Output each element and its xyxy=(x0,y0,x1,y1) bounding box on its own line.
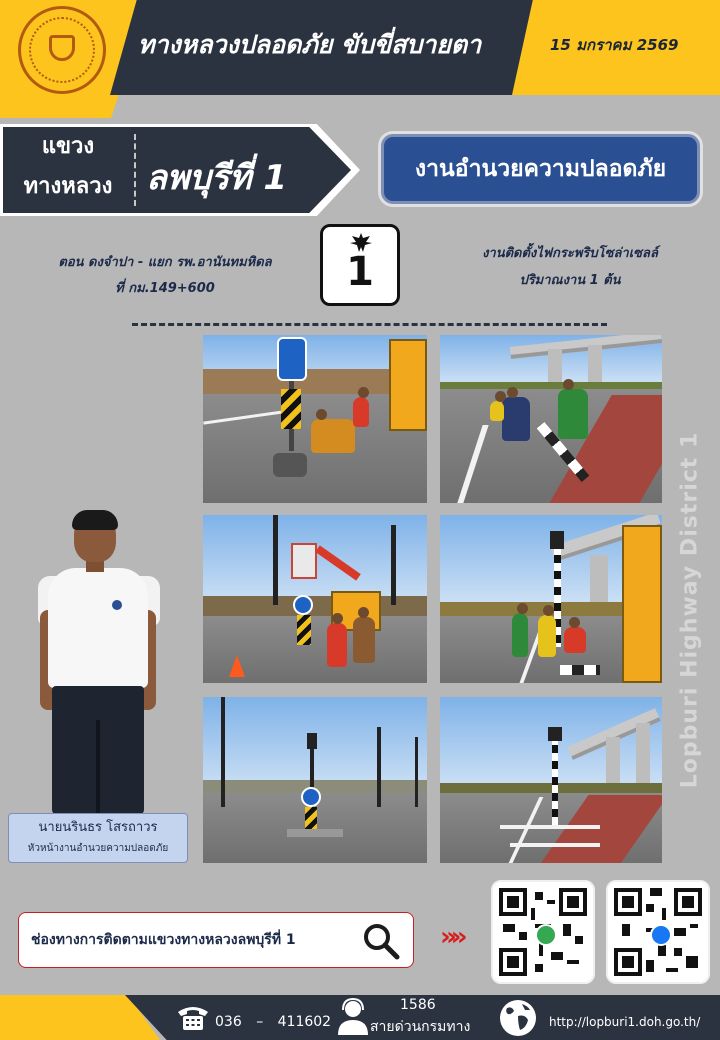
staff-nameplate xyxy=(8,813,188,863)
qr-code-facebook[interactable] xyxy=(606,880,710,984)
work-description-line1: งานติดตั้งไฟกระพริบโซล่าเซลล์ xyxy=(482,246,658,261)
work-photo-2 xyxy=(440,335,662,503)
hair xyxy=(72,510,118,530)
phone-main: 411602 xyxy=(277,1014,332,1030)
map-pin-icon xyxy=(535,924,557,946)
search-icon xyxy=(361,921,401,961)
phone-number xyxy=(215,1014,331,1030)
work-photo-5 xyxy=(203,697,427,863)
location-text xyxy=(30,250,300,302)
work-photo-4 xyxy=(440,515,662,683)
shirt xyxy=(48,568,148,688)
work-description-line2: ปริมาณงาน 1 ต้น xyxy=(519,273,621,288)
district-label-line2: ทางหลวง xyxy=(23,174,113,199)
follow-channels-text: ช่องทางการติดตามแขวงทางหลวงลพบุรีที่ 1 xyxy=(31,932,296,948)
route-number: 1 xyxy=(346,249,374,295)
qr-code-map[interactable] xyxy=(491,880,595,984)
department-logo xyxy=(18,6,106,94)
globe-icon xyxy=(498,998,538,1038)
website-link[interactable]: http://lopburi1.doh.go.th/ xyxy=(549,1015,701,1029)
phone-separator: – xyxy=(256,1014,264,1030)
phone-prefix: 036 xyxy=(215,1014,242,1030)
staff-photo xyxy=(38,510,162,815)
trouser-seam xyxy=(96,720,100,814)
hotline-label: สายด่วนกรมทาง xyxy=(370,1019,471,1035)
header-title: ทางหลวงปลอดภัย ขับขี่สบายตา xyxy=(138,30,482,59)
district-name: ลพบุรีที่ 1 xyxy=(146,158,287,198)
staff-name: นายนรินธร โสรถาวร xyxy=(38,820,158,835)
work-photo-1 xyxy=(203,335,427,503)
work-title-box xyxy=(381,134,700,204)
work-description xyxy=(430,240,710,294)
chevrons-right-icon: »» xyxy=(440,922,462,952)
district-label-line1: แขวง xyxy=(41,134,95,159)
shirt-logo-icon xyxy=(112,600,122,610)
header-date: 15 มกราคม 2569 xyxy=(550,36,679,54)
hotline-number: 1586 xyxy=(400,997,436,1013)
logo-emblem xyxy=(49,35,75,61)
headset-user-icon xyxy=(336,998,370,1036)
telephone-icon xyxy=(176,1002,210,1032)
facebook-icon xyxy=(650,924,672,946)
district-divider xyxy=(134,134,136,206)
district-label xyxy=(0,127,136,207)
dashed-divider xyxy=(132,323,607,326)
highway-route-sign xyxy=(320,224,400,306)
work-title: งานอำนวยความปลอดภัย xyxy=(414,156,667,182)
staff-role: หัวหน้างานอำนวยความปลอดภัย xyxy=(27,843,169,854)
location-line2: ที่ กม.149+600 xyxy=(115,281,215,296)
watermark-text: Lopburi Highway District 1 xyxy=(677,431,703,789)
work-photo-6 xyxy=(440,697,662,863)
work-photo-3 xyxy=(203,515,427,683)
location-line1: ตอน ดงจำปา - แยก รพ.อานันทมหิดล xyxy=(58,255,272,270)
follow-channels-box[interactable] xyxy=(18,912,414,968)
